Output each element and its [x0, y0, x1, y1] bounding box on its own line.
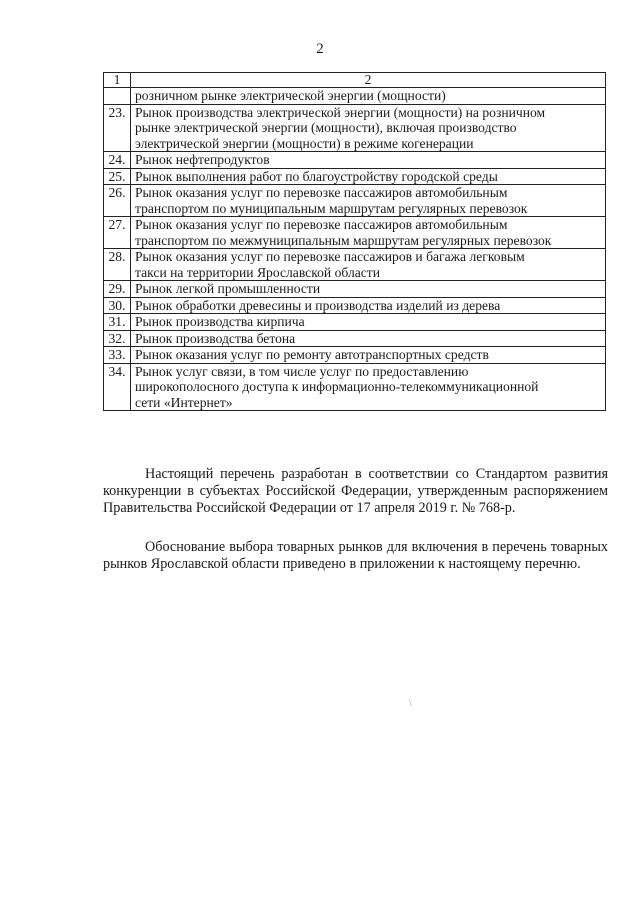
page-number: 2: [316, 41, 324, 57]
market-name-line: рынке электрической энергии (мощности), включая производство: [135, 120, 517, 135]
market-name-line: Рынок оказания услуг по перевозке пассажиров автомобильным: [135, 185, 508, 200]
market-name-line: Рынок производства бетона: [135, 330, 296, 346]
market-name-line: широкополосного доступа к информационно-телекоммуникационной: [135, 379, 539, 394]
market-name-line: сети «Интернет»: [135, 394, 233, 410]
row-number: 29.: [104, 281, 131, 298]
row-number: 30.: [104, 297, 131, 314]
market-name: [131, 363, 606, 411]
table-row: [104, 168, 606, 185]
market-name-line: Рынок обработки древесины и производства изделий из дерева: [135, 297, 501, 313]
market-name: [131, 314, 606, 331]
market-name-line: Рынок оказания услуг по ремонту автотранспортных средств: [135, 347, 489, 362]
market-name-line: Рынок производства кирпича: [135, 314, 305, 329]
market-name-line: Рынок легкой промышленности: [135, 281, 321, 296]
market-name-line: транспортом по муниципальным маршрутам регулярных перевозок: [135, 200, 528, 216]
stray-mark: \: [409, 698, 412, 708]
market-name-line: Рынок оказания услуг по перевозке пассажиров и багажа легковым: [135, 249, 525, 264]
row-number: 23.: [104, 104, 131, 152]
row-number: 31.: [104, 314, 131, 331]
table-row: [104, 347, 606, 364]
market-name: [131, 88, 606, 105]
row-number: [104, 88, 131, 105]
market-name-line: розничном рынке электрической энергии (мощности): [135, 88, 446, 103]
table-row: [104, 281, 606, 298]
market-name: [131, 152, 606, 169]
table-row: [104, 88, 606, 105]
market-name-line: Рынок нефтепродуктов: [135, 152, 270, 167]
table-row: [104, 363, 606, 411]
row-number: 24.: [104, 152, 131, 169]
market-name: [131, 297, 606, 314]
table-row: [104, 330, 606, 347]
market-name-line: Рынок услуг связи, в том числе услуг по предоставлению: [135, 363, 469, 379]
table-body: [104, 73, 606, 411]
paragraph-standard-reference: Настоящий перечень разработан в соответствии со Стандартом развития конкуренции в субъектах Российской Федерации, утвержденным распоряжением Правительства Российской Федерации от 17 апреля 2019 г. № 768-р.: [103, 466, 608, 516]
market-name: [131, 281, 606, 298]
row-number: 26.: [104, 185, 131, 217]
header-col-2: 2: [131, 73, 606, 88]
market-name-line: Рынок оказания услуг по перевозке пассажиров автомобильным: [135, 217, 508, 232]
row-number: 33.: [104, 347, 131, 364]
table-row: [104, 104, 606, 152]
market-name: [131, 185, 606, 217]
row-number: 28.: [104, 249, 131, 281]
market-name: [131, 168, 606, 185]
market-name-line: Рынок выполнения работ по благоустройству городской среды: [135, 168, 498, 184]
market-name-line: транспортом по межмуниципальным маршрутам регулярных перевозок: [135, 232, 552, 248]
table-row: [104, 249, 606, 281]
market-name: [131, 330, 606, 347]
table-row: [104, 217, 606, 249]
market-name-line: электрической энергии (мощности) в режиме когенерации: [135, 135, 474, 151]
table-header-row: [104, 73, 606, 88]
market-list-table: [103, 72, 606, 411]
table-row: [104, 297, 606, 314]
market-name: [131, 249, 606, 281]
row-number: 34.: [104, 363, 131, 411]
market-name: [131, 347, 606, 364]
row-number: 25.: [104, 168, 131, 185]
table-row: [104, 314, 606, 331]
market-name: [131, 217, 606, 249]
market-name-line: Рынок производства электрической энергии (мощности) на розничном: [135, 104, 546, 120]
paragraph-justification: Обоснование выбора товарных рынков для включения в перечень товарных рынков Ярославской области приведено в приложении к настоящему перечню.: [103, 539, 608, 572]
row-number: 27.: [104, 217, 131, 249]
header-col-1: 1: [104, 73, 131, 88]
market-name: [131, 104, 606, 152]
table-row: [104, 152, 606, 169]
row-number: 32.: [104, 330, 131, 347]
table-row: [104, 185, 606, 217]
market-name-line: такси на территории Ярославской области: [135, 264, 381, 280]
